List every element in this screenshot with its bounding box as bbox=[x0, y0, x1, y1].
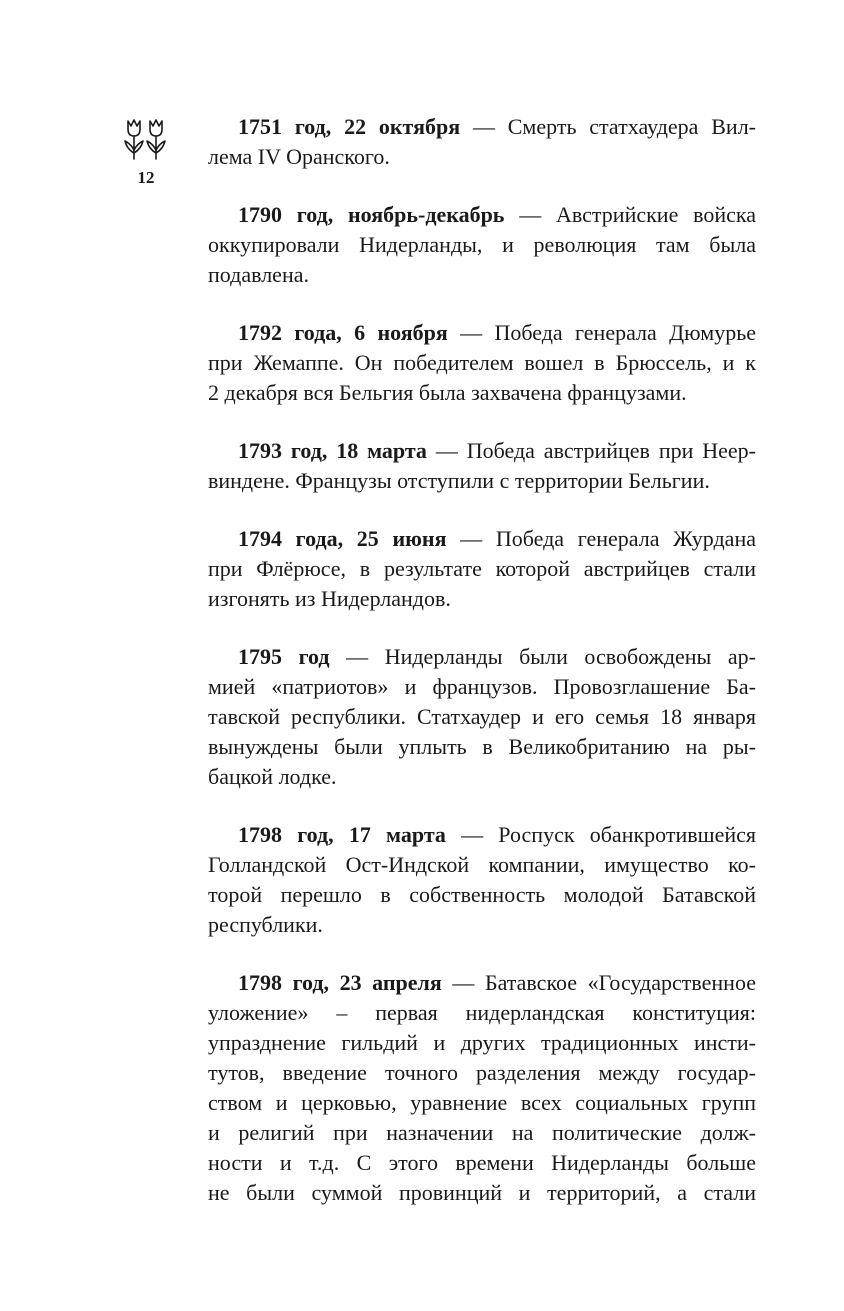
entry-line bbox=[208, 348, 756, 378]
entry-text: вынуждены были уплыть в Великобританию на ры- bbox=[208, 734, 756, 759]
entry-line bbox=[208, 998, 756, 1028]
entry-line bbox=[208, 702, 756, 732]
entry-line bbox=[208, 112, 756, 142]
chronology-entry bbox=[208, 200, 756, 290]
entry-line bbox=[208, 554, 756, 584]
entry-text: оккупировали Нидерланды, и революция там была bbox=[208, 232, 756, 257]
chronology-entry bbox=[208, 642, 756, 792]
entry-date: 1751 год, 22 октября bbox=[238, 114, 461, 139]
entry-line bbox=[208, 1028, 756, 1058]
entry-text: — Нидерланды были освобождены ар- bbox=[329, 644, 757, 669]
entry-text: бацкой лодке. bbox=[208, 764, 337, 789]
entry-date: 1798 год, 23 апреля bbox=[238, 970, 442, 995]
entry-text: тавской республики. Статхаудер и его семья 18 января bbox=[208, 704, 756, 729]
entry-line bbox=[208, 850, 756, 880]
entry-text: ности и т.д. С этого времени Нидерланды больше bbox=[208, 1150, 756, 1175]
entry-line bbox=[208, 968, 756, 998]
entry-text: виндене. Французы отступили с территории Бельгии. bbox=[208, 468, 710, 493]
entry-line bbox=[208, 732, 756, 762]
entry-text: торой перешло в собственность молодой Батавской bbox=[208, 882, 756, 907]
entry-line bbox=[208, 200, 756, 230]
entry-line bbox=[208, 378, 756, 408]
entry-text: республики. bbox=[208, 912, 323, 937]
entry-line bbox=[208, 642, 756, 672]
entry-date: 1792 года, 6 ноября bbox=[238, 320, 448, 345]
chronology-entry bbox=[208, 820, 756, 940]
entry-line bbox=[208, 762, 756, 792]
chronology-entry bbox=[208, 436, 756, 496]
entry-text: Голландской Ост-Индской компании, имущество ко- bbox=[208, 852, 756, 877]
entry-date: 1795 год bbox=[238, 644, 330, 669]
entry-text: мией «патриотов» и французов. Провозглашение Ба- bbox=[208, 674, 756, 699]
entry-text: — Роспуск обанкротившейся bbox=[445, 822, 757, 847]
entry-line bbox=[208, 820, 756, 850]
entry-line bbox=[208, 1148, 756, 1178]
entry-line bbox=[208, 524, 756, 554]
entry-date: 1794 года, 25 июня bbox=[238, 526, 447, 551]
entry-line bbox=[208, 142, 756, 172]
entry-line bbox=[208, 1058, 756, 1088]
chronology-entry bbox=[208, 112, 756, 172]
entry-text: при Жемаппе. Он победителем вошел в Брюссель, и к bbox=[208, 350, 756, 375]
entry-line bbox=[208, 1088, 756, 1118]
entry-text: — Смерть статхаудера Вил- bbox=[460, 114, 757, 139]
entry-text: упразднение гильдий и других традиционных инсти- bbox=[208, 1030, 756, 1055]
entry-text: 2 декабря вся Бельгия была захвачена французами. bbox=[208, 380, 687, 405]
entry-line bbox=[208, 466, 756, 496]
entry-text: изгонять из Нидерландов. bbox=[208, 586, 451, 611]
entry-date: 1790 год, ноябрь-декабрь bbox=[238, 202, 505, 227]
entry-text: — Победа генерала Дюмурье bbox=[447, 320, 756, 345]
chronology-entry bbox=[208, 318, 756, 408]
entry-text: — Австрийские войска bbox=[504, 202, 756, 227]
entry-line bbox=[208, 910, 756, 940]
entry-line bbox=[208, 230, 756, 260]
entry-line bbox=[208, 260, 756, 290]
entry-text: и религий при назначении на политические долж- bbox=[208, 1120, 756, 1145]
entry-line bbox=[208, 436, 756, 466]
chronology-entry bbox=[208, 524, 756, 614]
tulips-icon bbox=[122, 117, 170, 163]
entry-text: при Флёрюсе, в результате которой австрийцев стали bbox=[208, 556, 756, 581]
entry-text: — Батавское «Государственное bbox=[441, 970, 756, 995]
entry-line bbox=[208, 318, 756, 348]
entry-text: — Победа австрийцев при Неер- bbox=[426, 438, 756, 463]
entry-line bbox=[208, 880, 756, 910]
entry-date: 1793 год, 18 марта bbox=[238, 438, 427, 463]
entry-text: подавлена. bbox=[208, 262, 309, 287]
entry-date: 1798 год, 17 марта bbox=[238, 822, 446, 847]
entry-text: лема IV Оранского. bbox=[208, 144, 390, 169]
entry-text: ством и церковью, уравнение всех социальных групп bbox=[208, 1090, 756, 1115]
chronology-entry bbox=[208, 968, 756, 1208]
entry-text: тутов, введение точного разделения между государ- bbox=[208, 1060, 756, 1085]
entry-text: не были суммой провинций и территорий, а стали bbox=[208, 1180, 756, 1205]
entry-line bbox=[208, 672, 756, 702]
entry-text: — Победа генерала Журдана bbox=[446, 526, 756, 551]
entry-line bbox=[208, 584, 756, 614]
entry-line bbox=[208, 1118, 756, 1148]
entry-line bbox=[208, 1178, 756, 1208]
chronology-text bbox=[208, 112, 756, 1236]
page-number: 12 bbox=[137, 168, 155, 187]
entry-text: уложение» – первая нидерландская конституция: bbox=[208, 1000, 756, 1025]
